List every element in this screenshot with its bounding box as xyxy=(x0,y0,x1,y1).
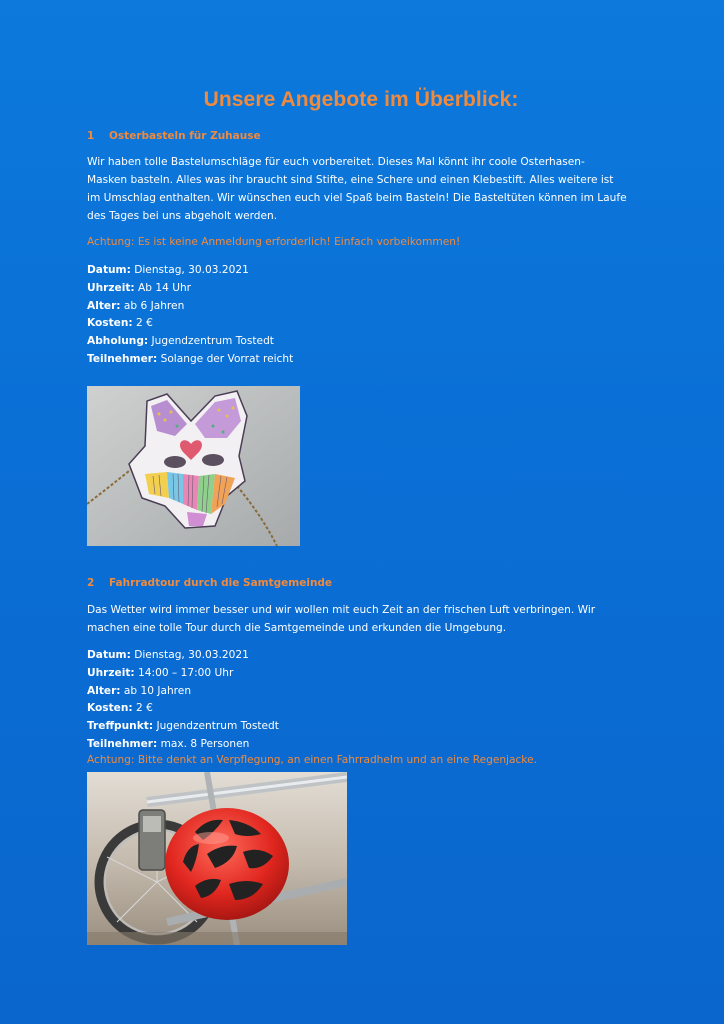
section-2-paragraph xyxy=(87,601,642,637)
detail-row-date xyxy=(87,647,279,665)
detail-value: Solange der Vorrat reicht xyxy=(157,352,294,365)
detail-value: Dienstag, 30.03.2021 xyxy=(130,649,249,661)
paragraph-line: im Umschlag enthalten. Wir wünschen euch viel Spaß beim Basteln! Die Basteltüten können im Laufe xyxy=(87,192,627,204)
section-2-number: 2 xyxy=(87,577,95,589)
detail-label: Alter: xyxy=(87,684,121,697)
section-1-title: Osterbasteln für Zuhause xyxy=(109,130,261,142)
detail-row-age xyxy=(87,298,293,316)
section-1-details xyxy=(87,262,293,369)
detail-row-participants xyxy=(87,351,293,369)
detail-value: Jugendzentrum Tostedt xyxy=(153,720,279,733)
section-2-details xyxy=(87,647,279,754)
paragraph-line: machen eine tolle Tour durch die Samtgemeinde und erkunden die Umgebung. xyxy=(87,622,507,634)
bike-helmet-illustration xyxy=(87,772,347,945)
detail-label: Uhrzeit: xyxy=(87,281,135,294)
detail-row-cost xyxy=(87,315,293,333)
paragraph-line: Masken basteln. Alles was ihr braucht sind Stifte, eine Schere und einen Klebestift. Alles weitere ist xyxy=(87,174,614,186)
paragraph-line: des Tages bei uns abgeholt werden. xyxy=(87,210,278,222)
detail-value: max. 8 Personen xyxy=(157,737,250,750)
detail-label: Kosten: xyxy=(87,317,133,330)
detail-value: 2 € xyxy=(132,702,153,715)
detail-label: Uhrzeit: xyxy=(87,666,135,679)
detail-value: ab 10 Jahren xyxy=(120,684,192,697)
section-1-notice: Achtung: Es ist keine Anmeldung erforderlich! Einfach vorbeikommen! xyxy=(87,236,461,248)
section-2-title: Fahrradtour durch die Samtgemeinde xyxy=(109,577,333,589)
detail-row-time xyxy=(87,665,279,683)
section-1-number: 1 xyxy=(87,130,95,142)
section-2-heading xyxy=(87,577,332,589)
detail-row-cost xyxy=(87,700,279,718)
section-1-paragraph xyxy=(87,153,642,225)
detail-value: Dienstag, 30.03.2021 xyxy=(130,264,249,276)
paragraph-line: Das Wetter wird immer besser und wir wollen mit euch Zeit an der frischen Luft verbringen. Wir xyxy=(87,604,596,616)
detail-value: Jugendzentrum Tostedt xyxy=(148,335,274,348)
detail-label: Kosten: xyxy=(87,702,133,715)
detail-label: Teilnehmer: xyxy=(87,737,158,750)
detail-value: 2 € xyxy=(132,317,153,330)
detail-value: 14:00 – 17:00 Uhr xyxy=(134,666,234,679)
detail-row-pickup xyxy=(87,333,293,351)
detail-row-age xyxy=(87,683,279,701)
detail-row-meeting-point xyxy=(87,718,279,736)
section-1-heading xyxy=(87,130,261,142)
detail-value: Ab 14 Uhr xyxy=(134,281,192,294)
section-2-notice: Achtung: Bitte denkt an Verpflegung, an einen Fahrradhelm und an eine Regenjacke. xyxy=(87,754,537,766)
page-title: Unsere Angebote im Überblick: xyxy=(203,88,519,111)
detail-row-participants xyxy=(87,736,279,754)
easter-mask-illustration xyxy=(87,386,300,546)
detail-label: Datum: xyxy=(87,649,131,661)
detail-label: Alter: xyxy=(87,299,121,312)
detail-row-time xyxy=(87,280,293,298)
detail-label: Treffpunkt: xyxy=(87,720,154,733)
detail-label: Abholung: xyxy=(87,335,149,348)
detail-row-date xyxy=(87,262,293,280)
detail-value: ab 6 Jahren xyxy=(120,299,185,312)
detail-label: Datum: xyxy=(87,264,131,276)
paragraph-line: Wir haben tolle Bastelumschläge für euch vorbereitet. Dieses Mal könnt ihr coole Osterhasen- xyxy=(87,156,585,168)
easter-mask-photo xyxy=(87,386,300,546)
detail-label: Teilnehmer: xyxy=(87,352,158,365)
bike-helmet-photo xyxy=(87,772,347,945)
